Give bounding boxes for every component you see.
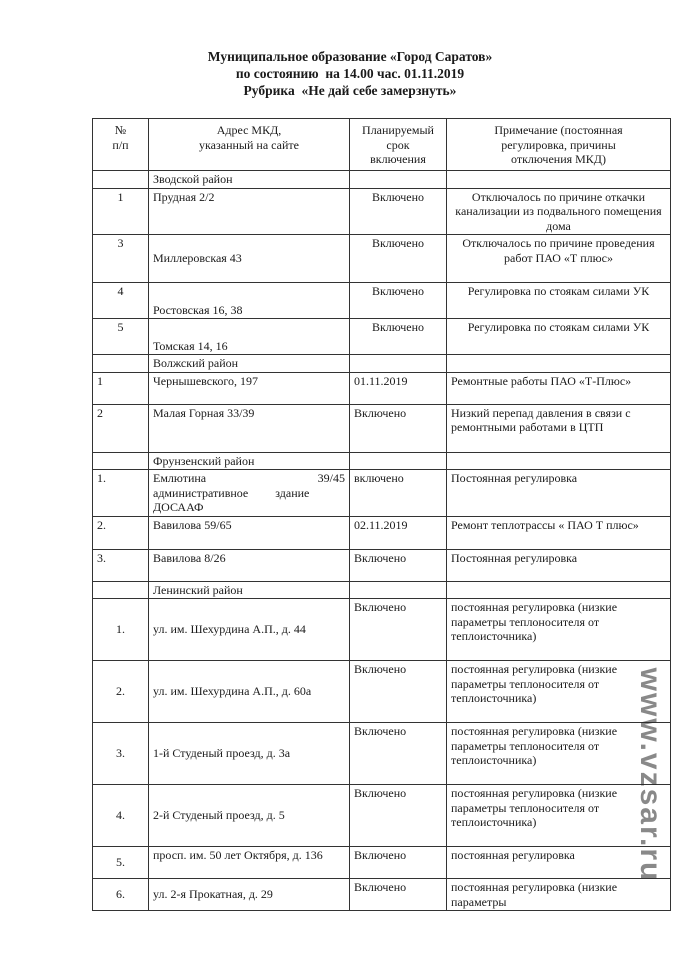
row-address: Малая Горная 33/39 [149, 404, 350, 452]
table-row [93, 283, 671, 319]
table-row [93, 516, 671, 549]
row-num: 5. [93, 847, 149, 879]
row-note: постоянная регулировка (низкие параметры теплоносителя от теплоисточника) [447, 661, 671, 723]
district-name: Зводской район [149, 171, 350, 189]
header-rubric: Рубрика «Не дай себе замерзнуть» [243, 83, 457, 98]
row-num: 2. [93, 516, 149, 549]
table-row [93, 470, 671, 517]
header-status-date: по состоянию на 14.00 час. 01.11.2019 [235, 66, 465, 81]
header-municipality: Муниципальное образование «Город Саратов» [207, 49, 493, 64]
district-row-volzhsky [93, 355, 671, 373]
row-note: Регулировка по стоякам силами УК [447, 283, 671, 319]
row-note: постоянная регулировка (низкие параметры теплоносителя от теплоисточника) [447, 599, 671, 661]
district-row-zavodskoy [93, 171, 671, 189]
document-header [0, 48, 680, 99]
row-address: 1-й Студеный проезд, д. 3а [149, 723, 350, 785]
row-date: 02.11.2019 [350, 516, 447, 549]
row-num: 3. [93, 549, 149, 581]
row-note: Низкий перепад давления в связи с ремонтными работами в ЦТП [447, 404, 671, 452]
row-address [149, 470, 350, 517]
table-row [93, 661, 671, 723]
row-note: Отключалось по причине откачки канализации из подвального помещения дома [447, 188, 671, 235]
table-row [93, 549, 671, 581]
col-header-note: Примечание (постоянная регулировка, причины отключения МКД) [447, 119, 671, 171]
row-note: Ремонт теплотрассы « ПАО Т плюс» [447, 516, 671, 549]
row-date: Включено [350, 879, 447, 911]
row-date: Включено [350, 283, 447, 319]
row-address: Чернышевского, 197 [149, 372, 350, 404]
row-num: 1 [93, 188, 149, 235]
row-date: Включено [350, 319, 447, 355]
row-note: постоянная регулировка (низкие параметры теплоносителя от теплоисточника) [447, 785, 671, 847]
row-note: Постоянная регулировка [447, 549, 671, 581]
row-address: ул. им. Шехурдина А.П., д. 44 [149, 599, 350, 661]
row-address: Прудная 2/2 [149, 188, 350, 235]
row-note: Отключалось по причине проведения работ ПАО «Т плюс» [447, 235, 671, 283]
table-header-row [93, 119, 671, 171]
row-date: Включено [350, 847, 447, 879]
row-num: 3. [93, 723, 149, 785]
watermark-text: www.vzsar.ru [634, 667, 667, 883]
row-address: 2-й Студеный проезд, д. 5 [149, 785, 350, 847]
row-num: 1. [93, 470, 149, 517]
row-date: Включено [350, 404, 447, 452]
row-num: 2 [93, 404, 149, 452]
district-row-frunzensky [93, 452, 671, 470]
row-address: Томская 14, 16 [149, 319, 350, 355]
table-row [93, 319, 671, 355]
row-address: Миллеровская 43 [149, 235, 350, 283]
row-address: Ростовская 16, 38 [149, 283, 350, 319]
district-row-leninsky [93, 581, 671, 599]
district-name: Ленинский район [149, 581, 350, 599]
row-note: Ремонтные работы ПАО «Т-Плюс» [447, 372, 671, 404]
row-note: постоянная регулировка (низкие параметры теплоносителя от теплоисточника) [447, 723, 671, 785]
row-address: Вавилова 8/26 [149, 549, 350, 581]
table-row [93, 879, 671, 911]
district-name: Фрунзенский район [149, 452, 350, 470]
table-row [93, 372, 671, 404]
address-line-rest: административное здание ДОСААФ [153, 485, 313, 514]
row-date: 01.11.2019 [350, 372, 447, 404]
address-line-1: Емлютина 39/45 [153, 471, 345, 485]
table-row [93, 785, 671, 847]
row-num: 1. [93, 599, 149, 661]
table-row [93, 847, 671, 879]
row-address: ул. 2-я Прокатная, д. 29 [149, 879, 350, 911]
heating-status-table [92, 118, 671, 911]
row-date: Включено [350, 599, 447, 661]
row-note: Регулировка по стоякам силами УК [447, 319, 671, 355]
col-header-address: Адрес МКД, указанный на сайте [149, 119, 350, 171]
table-row [93, 723, 671, 785]
col-header-num: № п/п [93, 119, 149, 171]
row-date: Включено [350, 235, 447, 283]
row-note: постоянная регулировка [447, 847, 671, 879]
row-date: Включено [350, 723, 447, 785]
row-date: включено [350, 470, 447, 517]
row-num: 1 [93, 372, 149, 404]
row-note: Постоянная регулировка [447, 470, 671, 517]
row-num: 6. [93, 879, 149, 911]
row-date: Включено [350, 785, 447, 847]
table-row [93, 599, 671, 661]
row-address: ул. им. Шехурдина А.П., д. 60а [149, 661, 350, 723]
table-row [93, 404, 671, 452]
col-header-date: Планируемый срок включения [350, 119, 447, 171]
row-num: 3 [93, 235, 149, 283]
row-address: просп. им. 50 лет Октября, д. 136 [149, 847, 350, 879]
row-date: Включено [350, 188, 447, 235]
row-date: Включено [350, 549, 447, 581]
row-num: 4 [93, 283, 149, 319]
site-watermark [630, 600, 670, 950]
district-name: Волжский район [149, 355, 350, 373]
row-date: Включено [350, 661, 447, 723]
row-num: 5 [93, 319, 149, 355]
table-row [93, 235, 671, 283]
row-num: 2. [93, 661, 149, 723]
row-note: постоянная регулировка (низкие параметры [447, 879, 671, 911]
row-address: Вавилова 59/65 [149, 516, 350, 549]
table-row [93, 188, 671, 235]
row-num: 4. [93, 785, 149, 847]
